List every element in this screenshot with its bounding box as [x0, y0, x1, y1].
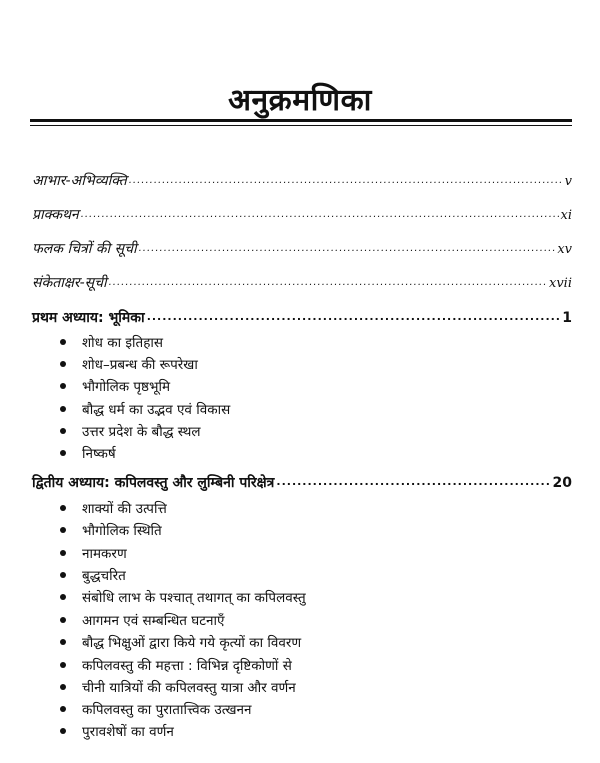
bullet-icon: [60, 662, 66, 668]
toc-entry-label: फलक चित्रों की सूची: [32, 241, 137, 257]
toc-entry-plates-list[interactable]: [32, 239, 572, 258]
bullet-icon: [60, 361, 66, 367]
bullet-icon: [60, 428, 66, 434]
toc-entry-preface[interactable]: [32, 205, 572, 224]
list-item[interactable]: नामकरण: [60, 544, 127, 562]
toc-chapter-page: 1: [562, 310, 572, 326]
toc-chapter-label: द्वितीय अध्याय: कपिलवस्तु और लुम्बिनी परिक्षेत्र: [32, 475, 275, 491]
bullet-icon: [60, 617, 66, 623]
list-item[interactable]: पुरावशेषों का वर्णन: [60, 722, 174, 740]
bullet-icon: [60, 527, 66, 533]
toc-entry-page: xvii: [549, 276, 572, 291]
bullet-icon: [60, 383, 66, 389]
list-item[interactable]: भौगोलिक स्थिति: [60, 521, 162, 539]
title-rule-thick: [30, 119, 572, 122]
bullet-icon: [60, 639, 66, 645]
list-item[interactable]: शोध–प्रबन्ध की रूपरेखा: [60, 355, 198, 373]
toc-entry-page: xi: [560, 208, 572, 223]
toc-entry-page: xv: [557, 242, 572, 257]
bullet-icon: [60, 505, 66, 511]
toc-entry-page: v: [564, 174, 572, 189]
list-item[interactable]: कपिलवस्तु का पुरातात्त्विक उत्खनन: [60, 700, 252, 718]
list-item[interactable]: शाक्यों की उत्पत्ति: [60, 499, 167, 517]
toc-chapter-2[interactable]: [32, 473, 572, 492]
list-item[interactable]: आगमन एवं सम्बन्धित घटनाएँ: [60, 611, 225, 629]
toc-entry-label: प्राक्कथन: [32, 207, 79, 223]
bullet-icon: [60, 550, 66, 556]
toc-entry-label: संकेताक्षर-सूची: [32, 275, 107, 291]
dot-leader: [109, 277, 547, 288]
list-item[interactable]: उत्तर प्रदेश के बौद्ध स्थल: [60, 422, 201, 440]
list-item[interactable]: शोध का इतिहास: [60, 333, 163, 351]
bullet-icon: [60, 572, 66, 578]
toc-chapter-page: 20: [552, 475, 572, 491]
bullet-icon: [60, 706, 66, 712]
bullet-icon: [60, 339, 66, 345]
dot-leader: [139, 243, 556, 254]
toc-entry-acknowledgement[interactable]: [32, 171, 572, 190]
toc-chapter-1[interactable]: [32, 308, 572, 327]
list-item[interactable]: संबोधि लाभ के पश्चात् तथागत् का कपिलवस्तु: [60, 588, 306, 606]
list-item[interactable]: बौद्ध भिक्षुओं द्वारा किये गये कृत्यों का विवरण: [60, 633, 301, 651]
toc-chapter-label: प्रथम अध्याय: भूमिका: [32, 310, 145, 326]
title-rule-thin: [30, 125, 572, 126]
list-item[interactable]: बुद्धचरित: [60, 566, 126, 584]
dot-leader: [147, 310, 561, 323]
bullet-icon: [60, 684, 66, 690]
list-item[interactable]: निष्कर्ष: [60, 444, 116, 462]
toc-entry-abbreviations[interactable]: [32, 273, 572, 292]
list-item[interactable]: चीनी यात्रियों की कपिलवस्तु यात्रा और वर्णन: [60, 678, 296, 696]
list-item[interactable]: भौगोलिक पृष्ठभूमि: [60, 377, 170, 395]
toc-entry-label: आभार-अभिव्यक्ति: [32, 173, 127, 189]
bullet-icon: [60, 406, 66, 412]
bullet-icon: [60, 450, 66, 456]
bullet-icon: [60, 594, 66, 600]
bullet-icon: [60, 728, 66, 734]
dot-leader: [81, 209, 559, 220]
dot-leader: [129, 175, 563, 186]
list-item[interactable]: बौद्ध धर्म का उद्भव एवं विकास: [60, 400, 230, 418]
page-title: अनुक्रमणिका: [228, 83, 372, 118]
list-item[interactable]: कपिलवस्तु की महत्ता : विभिन्न दृष्टिकोणों से: [60, 656, 292, 674]
dot-leader: [276, 475, 550, 488]
